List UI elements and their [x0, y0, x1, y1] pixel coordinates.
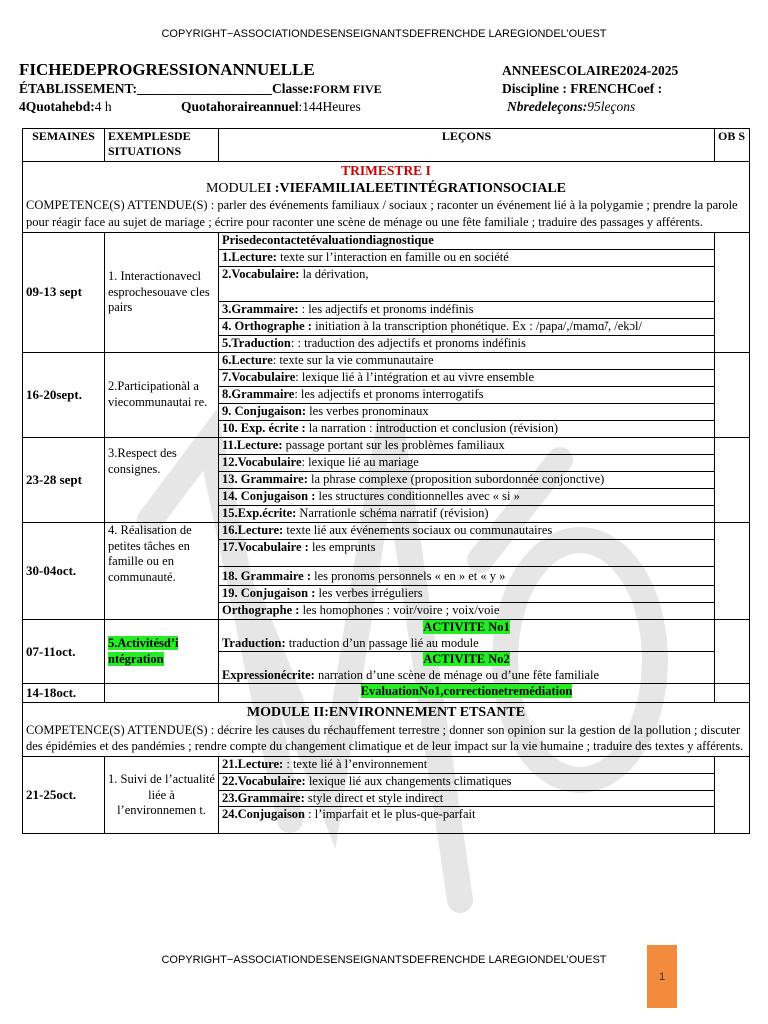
week-situation: 1. Interactionavecl esprochesouave cles pairs [105, 232, 219, 352]
quota-annuel-label: Quotahoraireannuel [181, 99, 299, 114]
obs-cell [715, 522, 750, 619]
lesson-cell: 10. Exp. écrite : la narration : introduction et conclusion (révision) [219, 420, 715, 437]
lesson-cell: 6.Lecture: texte sur la vie communautaire [219, 352, 715, 369]
nb-lecons-label: Nbredeleçons: [507, 99, 588, 114]
activite1-badge: ACTIVITE No1 [423, 619, 510, 634]
classe-value: FORM FIVE [313, 82, 382, 96]
module2-title: MODULE II:ENVIRONNEMENT ETSANTE [246, 705, 526, 721]
week-date: 30-04oct. [23, 522, 105, 619]
week-situation [105, 619, 219, 684]
quota-annuel [181, 99, 361, 115]
lesson-cell: 11.Lecture: passage portant sur les problèmes familiaux [219, 437, 715, 454]
lesson-cell: 2.Vocabulaire: la dérivation, [219, 266, 715, 301]
lesson-cell [219, 684, 715, 703]
week-situation: 4. Réalisation de petites tâches en famille ou en communauté. [105, 522, 219, 619]
lesson-cell: 12.Vocabulaire: lexique lié au mariage [219, 454, 715, 471]
module1-title [26, 180, 746, 198]
lesson-cell: 7.Vocabulaire: lexique lié à l’intégration et au vivre ensemble [219, 369, 715, 386]
lesson-cell: 5.Traduction: : traduction des adjectifs et pronoms indéfinis [219, 335, 715, 352]
lesson-cell: 9. Conjugaison: les verbes pronominaux [219, 403, 715, 420]
lesson-cell: 22.Vocabulaire: lexique lié aux changements climatiques [219, 774, 715, 791]
table-header-row [23, 129, 750, 162]
week-date: 09-13 sept [23, 232, 105, 352]
obs-cell [715, 437, 750, 522]
lesson-cell: 18. Grammaire : les pronoms personnels « en » et « y » [219, 566, 715, 585]
etablissement-label [19, 81, 382, 97]
obs-cell [715, 684, 750, 703]
lesson-cell: 3.Grammaire: : les adjectifs et pronoms indéfinis [219, 301, 715, 318]
trimestre-title: TRIMESTRE I [341, 163, 431, 178]
lesson-cell: 24.Conjugaison : l’imparfait et le plus-que-parfait [219, 807, 715, 834]
week-date: 16-20sept. [23, 352, 105, 437]
col-lecons: LEÇONS [219, 129, 715, 162]
obs-cell [715, 232, 750, 352]
school-year: ANNEESCOLAIRE2024-2025 [502, 63, 679, 78]
lesson-cell: 4. Orthographe : initiation à la transcription phonétique. Ex : /papa/,/mamɑ̃/, /ekɔl/ [219, 318, 715, 335]
quota-hebd-label: 4Quotahebd: [19, 99, 95, 114]
lesson-cell: ACTIVITE No2 Expressionécrite: narration d’une scène de ménage ou d’une fête familiale [219, 652, 715, 684]
quota-hebdo [19, 99, 112, 115]
week-date: 23-28 sept [23, 437, 105, 522]
week-situation: 2.Participationàl a viecommunautai re. [105, 352, 219, 437]
module1-prefix: MODULE [205, 180, 266, 196]
col-semaines: SEMAINES [23, 129, 105, 162]
table-row [23, 522, 750, 539]
evaluation-badge: EvaluationNo1,correctionetremédiation [360, 684, 573, 699]
week-date: 14-18oct. [23, 684, 105, 703]
module2-competence: COMPETENCE(S) ATTENDUE(S) : décrire les causes du réchauffement terrestre ; donner son opinion sur la gestion de la pollution ; discuter des épidémies et des pandémies ; rendre compte du changement climatique et de leur impact sur la vie humaine ; traduire des textes y afférents. [26, 722, 744, 754]
classe-label: Classe: [272, 81, 314, 96]
lesson-cell: 21.Lecture: : texte lié à l’environnement [219, 757, 715, 774]
table-row [23, 757, 750, 774]
module1-competence: COMPETENCE(S) ATTENDUE(S) : parler des événements familiaux / sociaux ; raconter un événement lié à la polygamie ; prendre la parole pour réagir face au sujet de mariage ; écrire pour raconter une scène de ménage ou une fête familiale ; traduire des passages y afférents. [26, 198, 738, 229]
lesson-cell: 19. Conjugaison : les verbes irréguliers [219, 585, 715, 602]
lesson-cell: 14. Conjugaison : les structures conditionnelles avec « si » [219, 488, 715, 505]
discipline: Discipline : FRENCHCoef : [502, 81, 663, 96]
table-row [23, 684, 750, 703]
lesson-cell: 23.Grammaire: style direct et style indirect [219, 790, 715, 807]
etab-label: ÉTABLISSEMENT: [19, 81, 138, 96]
activite2-badge: ACTIVITE No2 [423, 652, 510, 667]
col-exemples: EXEMPLESDE SITUATIONS [105, 129, 219, 162]
lesson-cell: 13. Grammaire: la phrase complexe (proposition subordonnée conjonctive) [219, 471, 715, 488]
lesson-cell: 8.Grammaire: les adjectifs et pronoms interrogatifs [219, 386, 715, 403]
copyright-top: COPYRIGHT−ASSOCIATIONDESENSEIGNANTSDEFRENCHDE LAREGIONDEL’OUEST [161, 28, 607, 40]
obs-cell [715, 619, 750, 684]
lesson-cell: 16.Lecture: texte lié aux événements sociaux ou communautaires [219, 522, 715, 539]
quota-annuel-value: :144Heures [298, 99, 361, 114]
etab-blank: ____________________ [137, 81, 273, 96]
page-number: 1 [647, 945, 677, 1008]
lesson-cell: ACTIVITE No1 Traduction: traduction d’un passage lié au module [219, 619, 715, 651]
doc-title: FICHEDEPROGRESSIONANNUELLE [19, 60, 315, 79]
module1-name: I :VIEFAMILIALEETINTÉGRATIONSOCIALE [265, 180, 567, 196]
week-date: 07-11oct. [23, 619, 105, 684]
obs-cell [715, 352, 750, 437]
table-row [23, 352, 750, 369]
col-obs: OB S [715, 129, 750, 162]
progression-table [22, 128, 750, 834]
week-date: 21-25oct. [23, 757, 105, 834]
module2-header-row [23, 703, 750, 757]
lesson-cell: Prisedecontactetévaluationdiagnostique [219, 232, 715, 249]
copyright-bottom: COPYRIGHT−ASSOCIATIONDESENSEIGNANTSDEFRENCHDE LAREGIONDEL’OUEST [161, 954, 607, 966]
lesson-cell: 17.Vocabulaire : les emprunts [219, 539, 715, 566]
week-situation: 1. Suivi de l’actualité liée à l’environnemen t. [105, 757, 219, 834]
week-situation: 3.Respect des consignes. [105, 437, 219, 522]
nb-lecons-value: 95leçons [587, 99, 636, 114]
table-row [23, 437, 750, 454]
table-row [23, 619, 750, 651]
nb-lecons [507, 99, 635, 115]
table-row [23, 232, 750, 249]
lesson-cell: 15.Exp.écrite: Narrationle schéma narratif (révision) [219, 505, 715, 522]
quota-hebd-value: 4 h [94, 99, 112, 114]
lesson-cell: 1.Lecture: texte sur l’interaction en famille ou en société [219, 249, 715, 266]
integration-badge: 5.Activitésd’i ntégration [108, 636, 179, 666]
week-situation [105, 684, 219, 703]
module1-header-row [23, 162, 750, 233]
lesson-cell: Orthographe : les homophones : voir/voire ; voix/voie [219, 602, 715, 619]
obs-cell [715, 757, 750, 834]
